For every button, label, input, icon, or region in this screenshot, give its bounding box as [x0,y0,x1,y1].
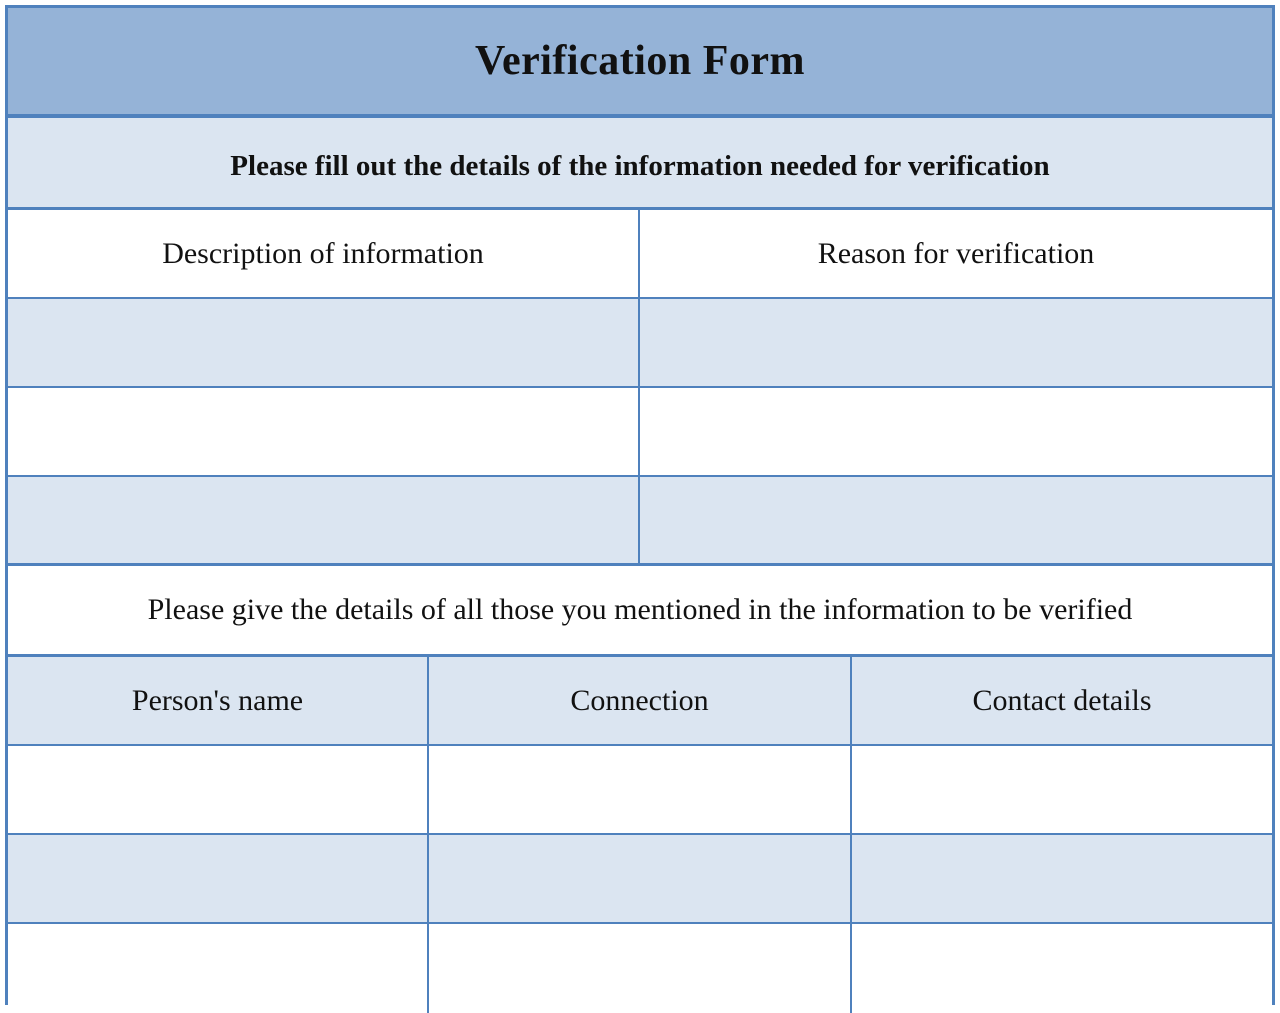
header-connection: Connection [429,657,852,744]
reason-field[interactable] [640,388,1272,475]
connection-field[interactable] [429,835,852,922]
form-instruction: Please fill out the details of the information needed for verification [230,150,1050,182]
header-contact-details: Contact details [972,683,1152,717]
persons-instruction-bar [8,566,1272,657]
header-description: Description of information [8,210,640,297]
header-reason: Reason for verification [817,236,1095,270]
persons-table-row [8,746,1272,835]
form-title: Verification Form [474,38,806,84]
description-field[interactable] [8,477,640,563]
info-table-header [8,210,1272,299]
persons-table-row [8,835,1272,924]
description-field[interactable] [8,299,640,386]
header-person-name: Person's name [8,657,429,744]
contact-details-field[interactable] [852,924,1272,1013]
persons-table-row [8,924,1272,1013]
connection-field[interactable] [429,924,852,1013]
connection-field[interactable] [429,746,852,833]
info-table-row [8,477,1272,566]
instruction-bar [8,118,1272,210]
person-name-field[interactable] [8,746,429,833]
person-name-field[interactable] [8,924,429,1013]
reason-field[interactable] [640,477,1272,563]
title-bar [8,8,1272,118]
info-table-row [8,388,1272,477]
contact-details-field[interactable] [852,835,1272,922]
persons-instruction: Please give the details of all those you mentioned in the information to be verified [147,593,1133,626]
persons-table-header [8,657,1272,746]
person-name-field[interactable] [8,835,429,922]
contact-details-field[interactable] [852,746,1272,833]
info-table-row [8,299,1272,388]
reason-field[interactable] [640,299,1272,386]
verification-form [5,5,1275,1005]
description-field[interactable] [8,388,640,475]
